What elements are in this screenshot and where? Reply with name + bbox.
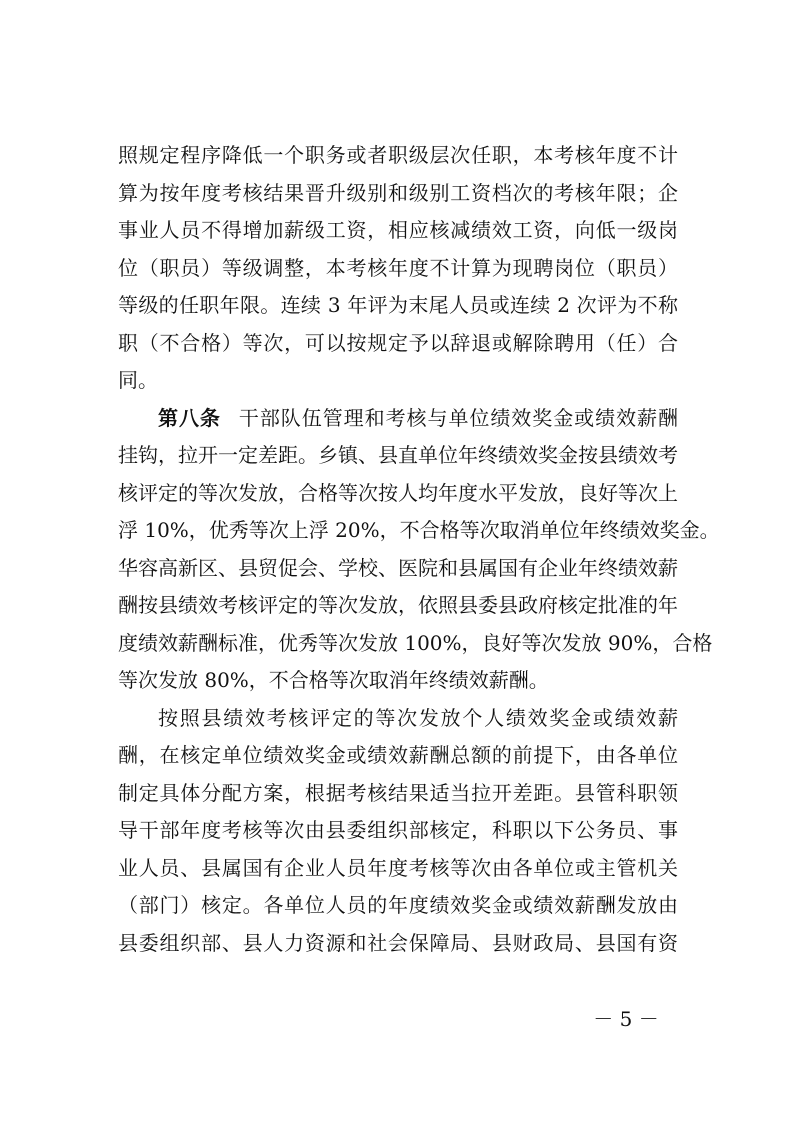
text-line: （部门）核定。各单位人员的年度绩效奖金或绩效薪酬发放由 <box>118 893 678 917</box>
text-line: 县委组织部、县人力资源和社会保障局、县财政局、县国有资 <box>118 930 678 955</box>
text-line: 同。 <box>118 368 158 392</box>
text-line: 浮 10%，优秀等次上浮 20%，不合格等次取消单位年终绩效奖金。 <box>118 518 720 542</box>
document-body <box>118 137 720 962</box>
text-line: 酬，在核定单位绩效奖金或绩效薪酬总额的前提下，由各单位 <box>118 743 678 767</box>
article-8-heading: 第八条 <box>158 405 221 430</box>
paragraph-bonus-distribution <box>118 700 678 963</box>
paragraph-continuation <box>118 137 678 400</box>
article-8 <box>118 400 720 700</box>
text-line: 制定具体分配方案，根据考核结果适当拉开差距。县管科职领 <box>118 780 678 805</box>
text-line: 业人员、县属国有企业人员年度考核等次由各单位或主管机关 <box>118 855 678 880</box>
text-line: 按照县绩效考核评定的等次发放个人绩效奖金或绩效薪 <box>158 705 678 730</box>
text-line: 等次发放 80%，不合格等次取消年终绩效薪酬。 <box>118 668 549 692</box>
text-line: 挂钩，拉开一定差距。乡镇、县直单位年终绩效奖金按县绩效考 <box>118 443 678 467</box>
text-line: 事业人员不得增加薪级工资，相应核减绩效工资，向低一级岗 <box>118 218 678 242</box>
text-line: 算为按年度考核结果晋升级别和级别工资档次的考核年限；企 <box>118 180 678 205</box>
text-line: 等级的任职年限。连续 3 年评为末尾人员或连续 2 次评为不称 <box>118 293 678 317</box>
text-line: 酬按县绩效考核评定的等次发放，依照县委县政府核定批准的年 <box>118 593 678 617</box>
text-line: 位（职员）等级调整，本考核年度不计算为现聘岗位（职员） <box>118 255 678 280</box>
text-line: 导干部年度考核等次由县委组织部核定，科职以下公务员、事 <box>118 818 678 842</box>
text-line: 核评定的等次发放，合格等次按人均年度水平发放，良好等次上 <box>118 480 678 505</box>
text-line: 度绩效薪酬标准，优秀等次发放 100%，良好等次发放 90%，合格 <box>118 630 713 655</box>
page-number: － 5 － <box>593 1007 659 1031</box>
text-line: 照规定程序降低一个职务或者职级层次任职，本考核年度不计 <box>118 143 678 167</box>
article-8-first-text: 干部队伍管理和考核与单位绩效奖金或绩效薪酬 <box>238 405 679 430</box>
text-line: 华容高新区、县贸促会、学校、医院和县属国有企业年终绩效薪 <box>118 555 678 580</box>
text-line: 职（不合格）等次，可以按规定予以辞退或解除聘用（任）合 <box>118 330 678 355</box>
article-8-first-line <box>118 400 678 438</box>
